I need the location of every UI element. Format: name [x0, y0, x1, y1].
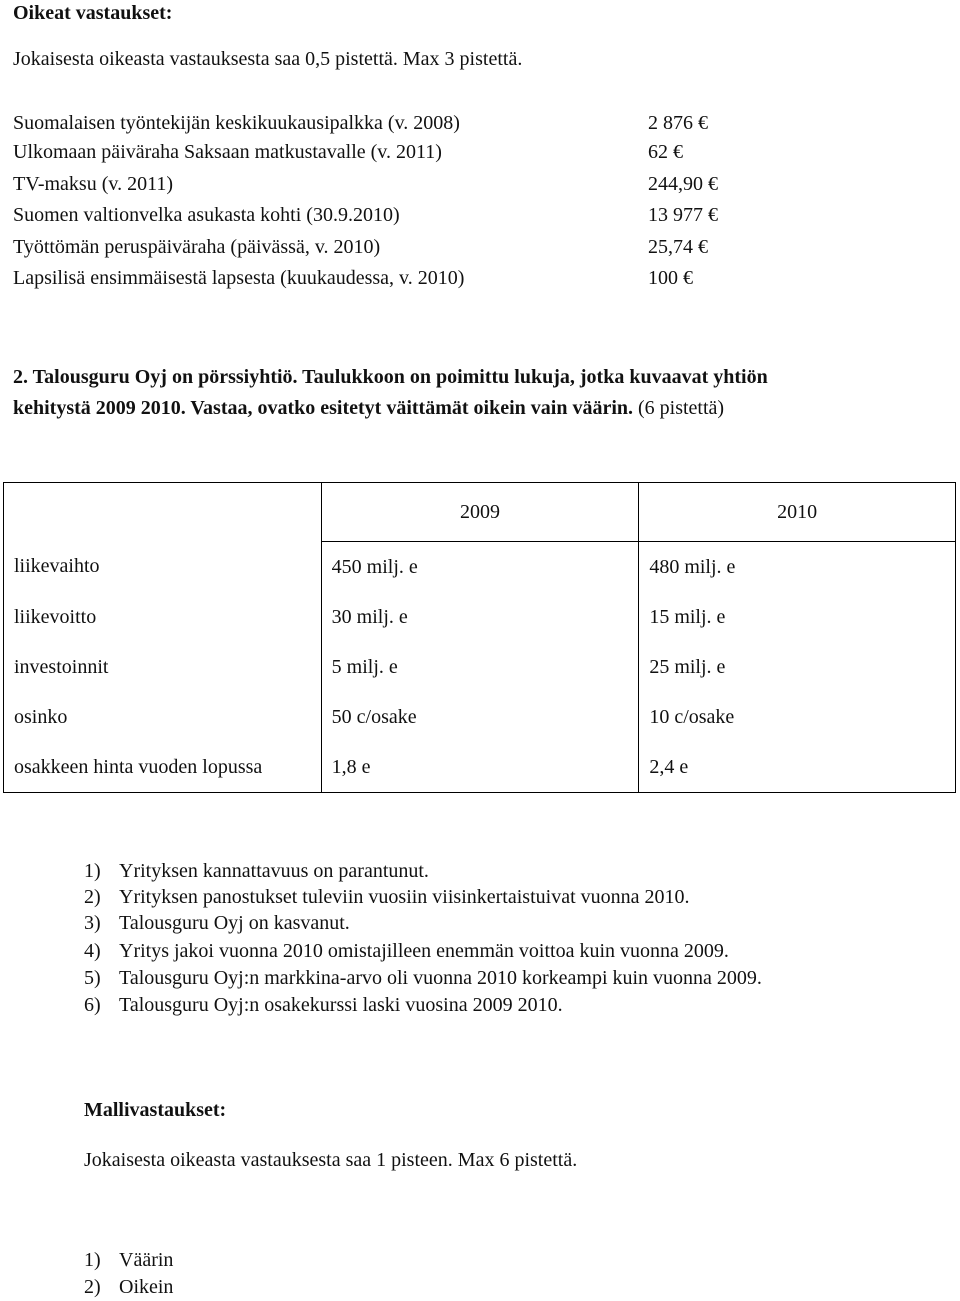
- statement-text: Yrityksen panostukset tuleviin vuosiin viisinkertaistuivat vuonna 2010.: [119, 886, 690, 908]
- table-row: [4, 642, 956, 692]
- value-2010: 10 c/osake: [639, 692, 956, 742]
- question-2-points: (6 pistettä): [638, 397, 725, 419]
- answer-label: Suomen valtionvelka asukasta kohti (30.9.2010): [13, 204, 400, 226]
- value-2009: 30 milj. e: [321, 592, 639, 642]
- value-2009: 50 c/osake: [321, 692, 639, 742]
- answer-label: Työttömän peruspäiväraha (päivässä, v. 2010): [13, 236, 381, 258]
- statement-text: Yritys jakoi vuonna 2010 omistajilleen enemmän voittoa kuin vuonna 2009.: [119, 940, 729, 962]
- statement-text: Talousguru Oyj on kasvanut.: [119, 912, 350, 934]
- answer-value: 25,74 €: [648, 236, 708, 258]
- question-2-line-1: 2. Talousguru Oyj on pörssiyhtiö. Taulukkoon on poimittu lukuja, jotka kuvaavat yhtiön: [13, 366, 768, 388]
- answer-label: Suomalaisen työntekijän keskikuukausipalkka (v. 2008): [13, 112, 460, 134]
- table-row: [4, 542, 956, 593]
- row-label: liikevaihto: [4, 542, 322, 593]
- statement-text: Talousguru Oyj:n markkina-arvo oli vuonna 2010 korkeampi kuin vuonna 2009.: [119, 967, 762, 989]
- statement-number: 2): [84, 886, 101, 908]
- table-row: [4, 742, 956, 793]
- statement-number: 1): [84, 860, 101, 882]
- scoring-instruction: Jokaisesta oikeasta vastauksesta saa 0,5 pistettä. Max 3 pistettä.: [13, 48, 523, 70]
- answer-value: 62 €: [648, 141, 683, 163]
- section-heading-correct-answers: Oikeat vastaukset:: [13, 2, 173, 24]
- answer-text: Oikein: [119, 1276, 174, 1298]
- row-label: osinko: [4, 692, 322, 742]
- question-2-instruction: kehitystä 2009 2010. Vastaa, ovatko esitetyt väittämät oikein vain väärin.: [13, 397, 633, 419]
- table-corner-cell: [4, 483, 322, 542]
- answer-value: 244,90 €: [648, 173, 718, 195]
- answer-label: Lapsilisä ensimmäisestä lapsesta (kuukaudessa, v. 2010): [13, 267, 465, 289]
- value-2010: 15 milj. e: [639, 592, 956, 642]
- answer-number: 2): [84, 1276, 101, 1298]
- value-2010: 480 milj. e: [639, 542, 956, 593]
- statement-number: 5): [84, 967, 101, 989]
- company-figures-table: [3, 482, 956, 793]
- answer-value: 13 977 €: [648, 204, 718, 226]
- row-label: liikevoitto: [4, 592, 322, 642]
- answer-value: 2 876 €: [648, 112, 708, 134]
- answer-label: Ulkomaan päiväraha Saksaan matkustavalle (v. 2011): [13, 141, 442, 163]
- value-2009: 450 milj. e: [321, 542, 639, 593]
- table-row: [4, 692, 956, 742]
- value-2010: 2,4 e: [639, 742, 956, 793]
- question-2-line-2: [13, 397, 724, 420]
- answer-label: TV-maksu (v. 2011): [13, 173, 173, 195]
- year-header: 2009: [321, 483, 639, 542]
- model-answers-heading: Mallivastaukset:: [84, 1099, 227, 1121]
- table-header-row: [4, 483, 956, 542]
- answer-value: 100 €: [648, 267, 693, 289]
- row-label: investoinnit: [4, 642, 322, 692]
- statement-number: 6): [84, 994, 101, 1016]
- answer-number: 1): [84, 1249, 101, 1271]
- model-answers-instruction: Jokaisesta oikeasta vastauksesta saa 1 pisteen. Max 6 pistettä.: [84, 1149, 578, 1171]
- value-2009: 5 milj. e: [321, 642, 639, 692]
- row-label: osakkeen hinta vuoden lopussa: [4, 742, 322, 793]
- table-row: [4, 592, 956, 642]
- statement-text: Talousguru Oyj:n osakekurssi laski vuosina 2009 2010.: [119, 994, 563, 1016]
- value-2009: 1,8 e: [321, 742, 639, 793]
- year-header: 2010: [639, 483, 956, 542]
- statement-number: 3): [84, 912, 101, 934]
- answer-text: Väärin: [119, 1249, 174, 1271]
- value-2010: 25 milj. e: [639, 642, 956, 692]
- statement-text: Yrityksen kannattavuus on parantunut.: [119, 860, 429, 882]
- statement-number: 4): [84, 940, 101, 962]
